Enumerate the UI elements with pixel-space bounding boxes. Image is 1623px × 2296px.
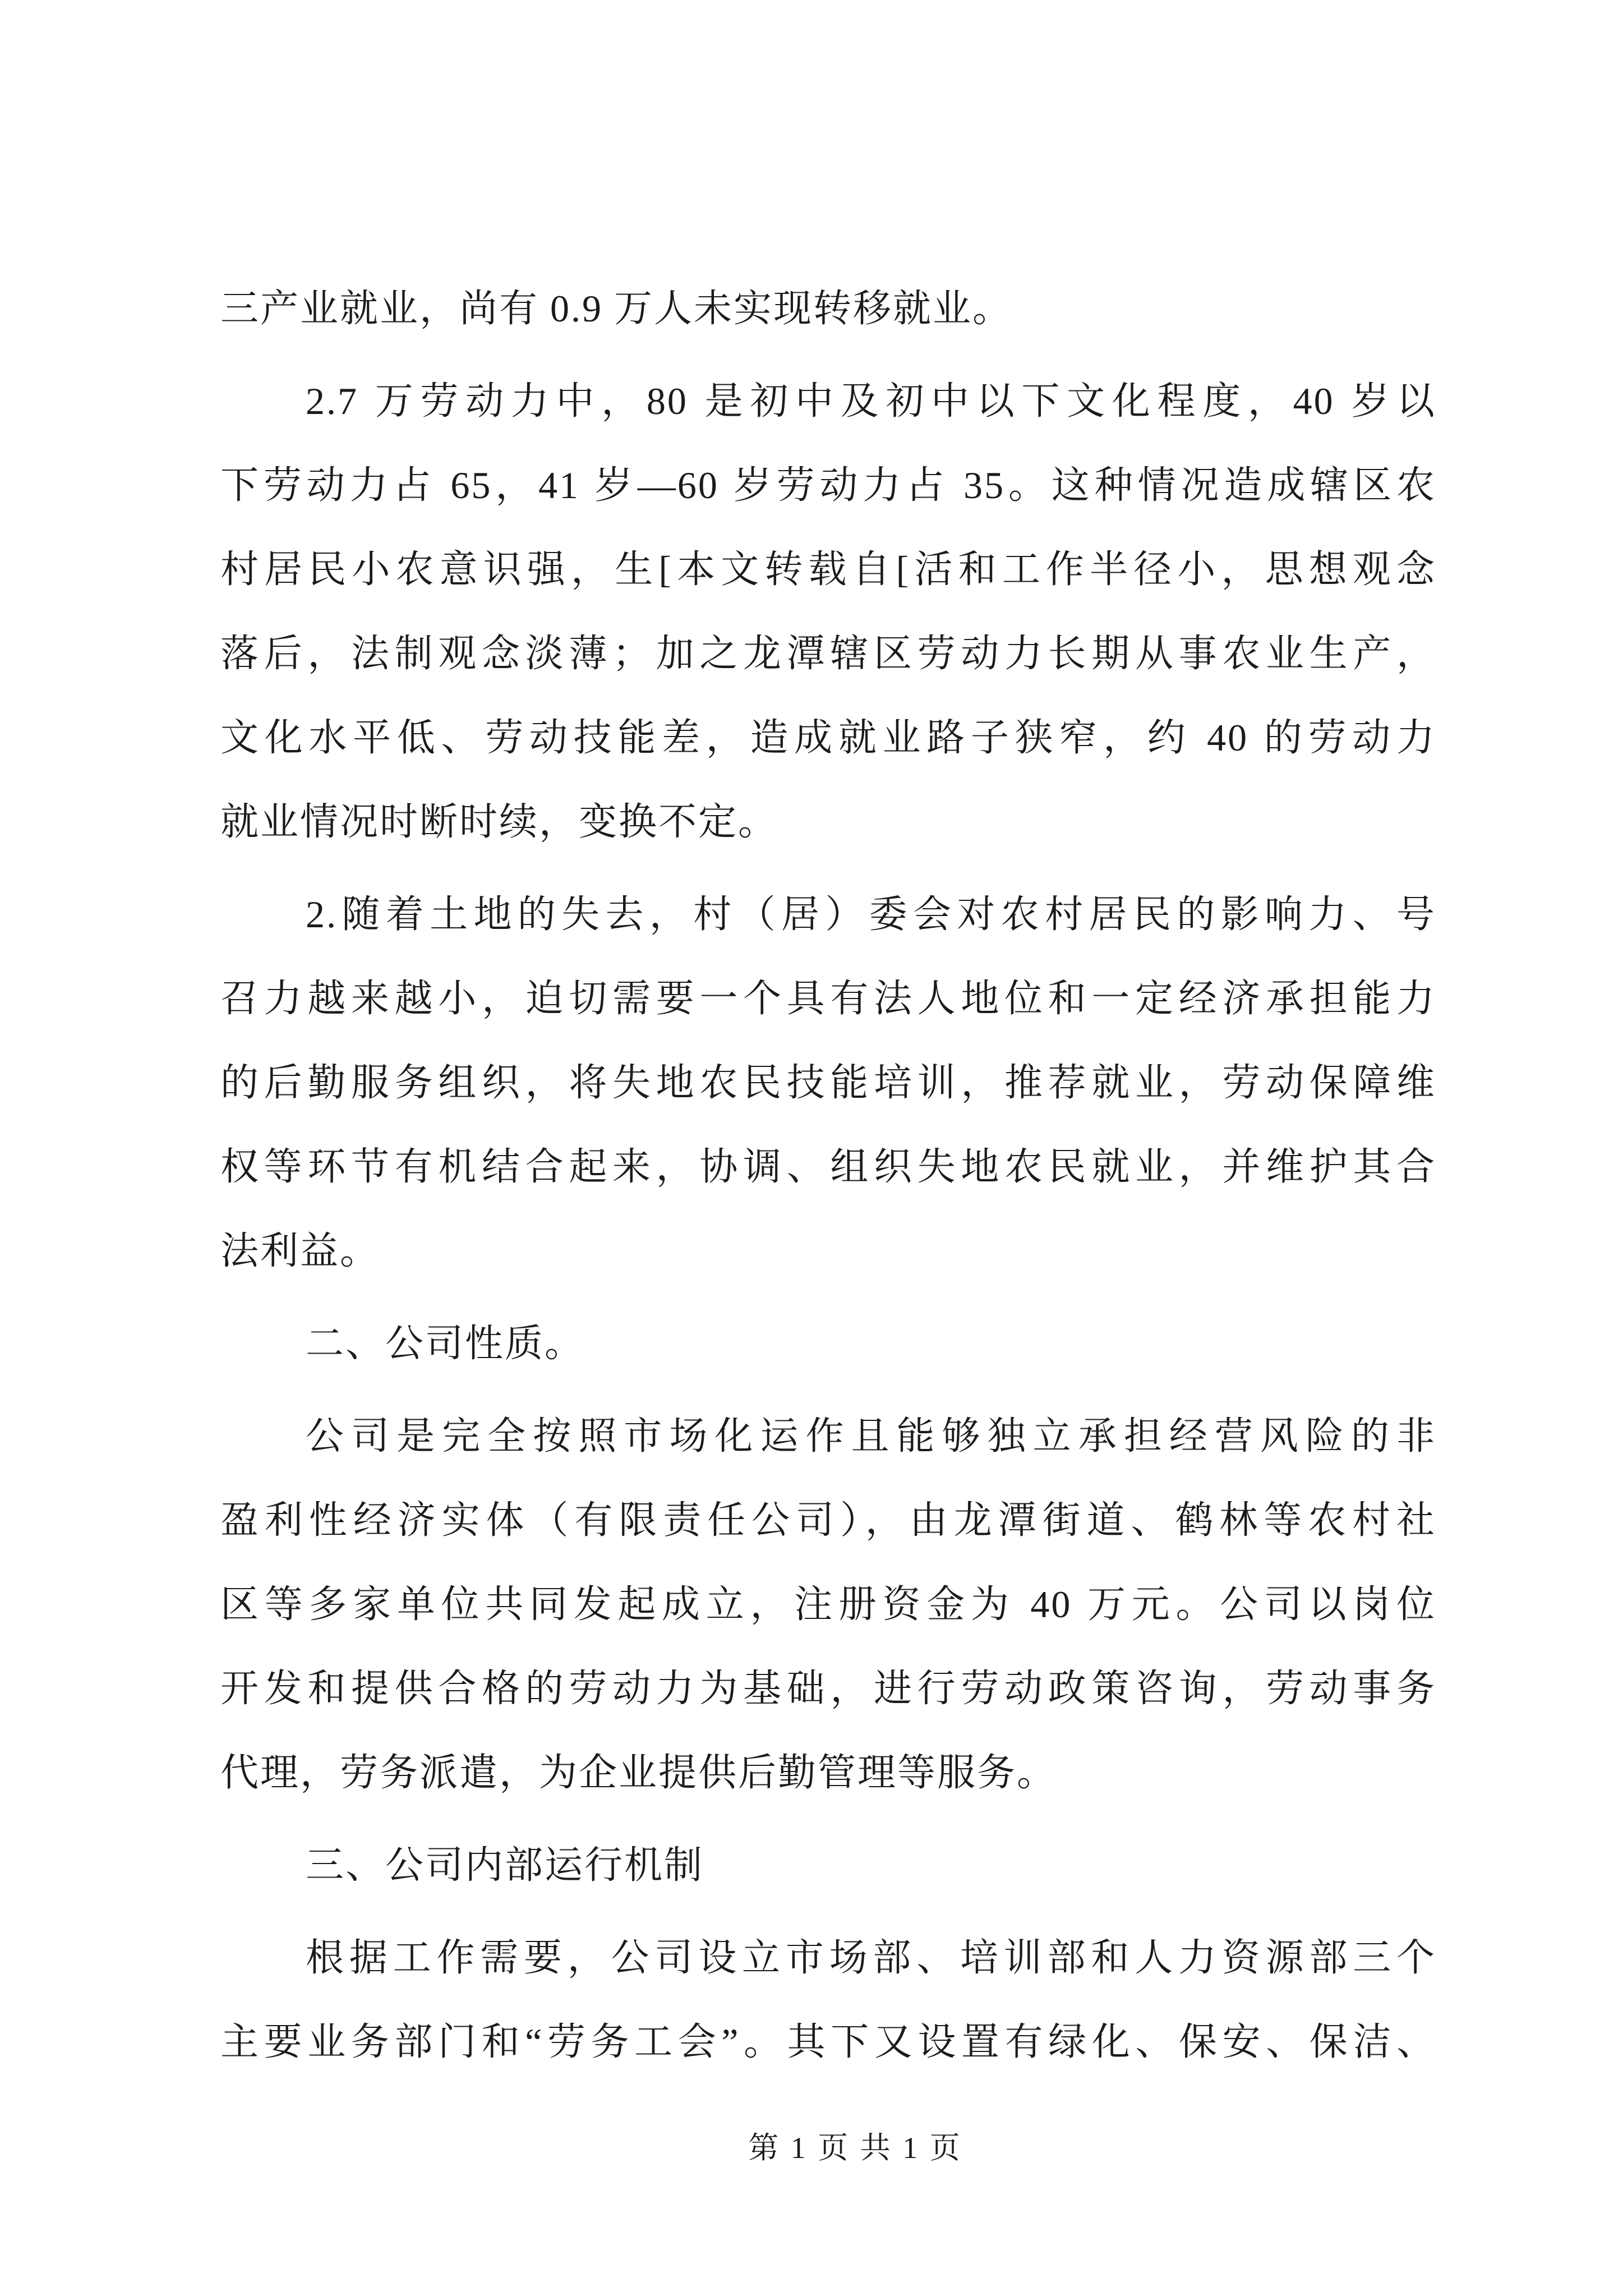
- text-line: 下劳动力占 65，41 岁—60 岁劳动力占 35。这种情况造成辖区农: [220, 464, 1436, 507]
- text-line: 文化水平低、劳动技能差，造成就业路子狭窄，约 40 的劳动力: [220, 716, 1436, 759]
- text-line: 区等多家单位共同发起成立，注册资金为 40 万元。公司以岗位: [220, 1583, 1436, 1626]
- text-line: 公司是完全按照市场化运作且能够独立承担经营风险的非: [306, 1415, 1436, 1457]
- text-line: 2.7 万劳动力中，80 是初中及初中以下文化程度，40 岁以: [306, 380, 1436, 422]
- text-line: 的后勤服务组织，将失地农民技能培训，推荐就业，劳动保障维: [220, 1061, 1436, 1104]
- text-line: 盈利性经济实体（有限责任公司），由龙潭街道、鹤林等农村社: [220, 1499, 1436, 1542]
- text-line: 落后，法制观念淡薄；加之龙潭辖区劳动力长期从事农业生产，: [220, 632, 1436, 675]
- paragraph-continuation: [220, 266, 1436, 351]
- text-line: 2.随着土地的失去，村（居）委会对农村居民的影响力、号: [306, 893, 1436, 936]
- text-line: 三产业就业，尚有 0.9 万人未实现转移就业。: [220, 287, 1013, 330]
- text-line: 就业情况时断时续，变换不定。: [220, 800, 778, 843]
- text-line: 村居民小农意识强，生[本文转载自[活和工作半径小，思想观念: [220, 548, 1436, 591]
- text-line: 根据工作需要，公司设立市场部、培训部和人力资源部三个: [306, 1936, 1436, 1979]
- paragraph-departments: [220, 1916, 1436, 2084]
- section-heading-company-nature: [220, 1301, 1436, 1386]
- text-line: 主要业务部门和“劳务工会”。其下又设置有绿化、保安、保洁、: [220, 2021, 1436, 2063]
- document-body: [220, 266, 1436, 2084]
- section-heading: 三、公司内部运行机制: [306, 1844, 704, 1887]
- text-line: 代理，劳务派遣，为企业提供后勤管理等服务。: [220, 1751, 1057, 1794]
- page-footer: [743, 2125, 967, 2170]
- text-line: 开发和提供合格的劳动力为基础，进行劳动政策咨询，劳动事务: [220, 1667, 1436, 1710]
- text-line: 召力越来越小，迫切需要一个具有法人地位和一定经济承担能力: [220, 977, 1436, 1020]
- paragraph-company-nature: [220, 1394, 1436, 1815]
- paragraph-labor-force: [220, 359, 1436, 864]
- section-heading-operation-mechanism: [220, 1823, 1436, 1907]
- page-number-label: 第 1 页 共 1 页: [748, 2131, 962, 2165]
- section-heading: 二、公司性质。: [306, 1322, 585, 1365]
- paragraph-land-loss: [220, 872, 1436, 1293]
- text-line: 法利益。: [220, 1230, 380, 1272]
- text-line: 权等环节有机结合起来，协调、组织失地农民就业，并维护其合: [220, 1145, 1436, 1188]
